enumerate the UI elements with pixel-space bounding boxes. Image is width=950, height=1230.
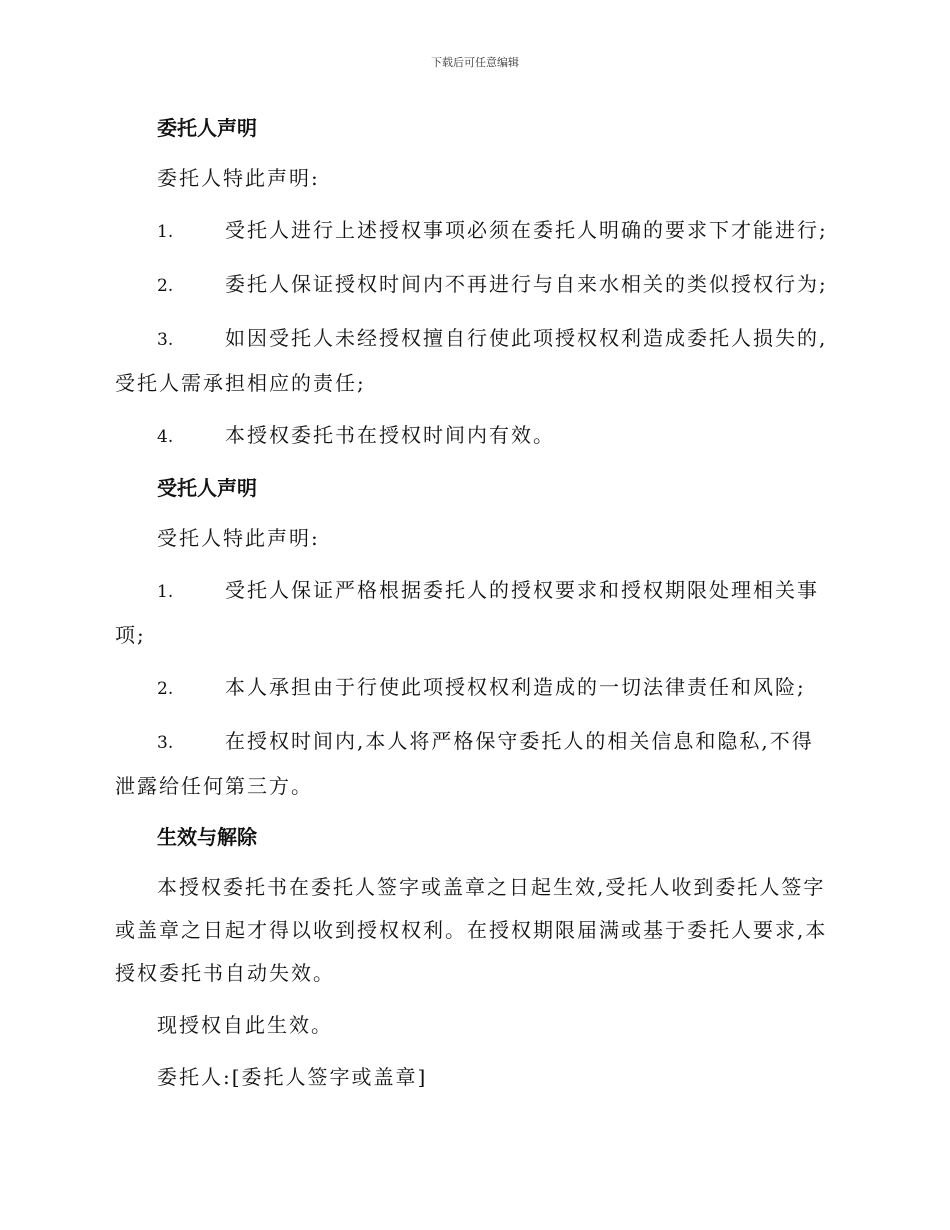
header-note: 下载后可任意编辑 (431, 56, 519, 69)
agent-item-1: 1. 受托人保证严格根据委托人的授权要求和授权期限处理相关事项; (115, 578, 819, 647)
agent-item-3: 3. 在授权时间内,本人将严格保守委托人的相关信息和隐私,不得泄露给任何第三方。 (115, 729, 814, 798)
effect-termination-heading: 生效与解除 (157, 825, 257, 849)
principal-item-3: 3. 如因受托人未经授权擅自行使此项授权权利造成委托人损失的,受托人需承担相应的责任; (115, 326, 828, 395)
agent-statement-intro: 受托人特此声明: (157, 526, 320, 550)
agent-statement-heading: 受托人声明 (157, 476, 257, 500)
principal-item-2: 2. 委托人保证授权时间内不再进行与自来水相关的类似授权行为; (157, 272, 828, 296)
agent-item-2: 2. 本人承担由于行使此项授权权利造成的一切法律责任和风险; (157, 675, 806, 699)
effect-paragraph: 本授权委托书在委托人签字或盖章之日起生效,受托人收到委托人签字或盖章之日起才得以收到授权权利。在授权期限届满或基于委托人要求,本授权委托书自动失效。 (115, 875, 828, 985)
effective-note: 现授权自此生效。 (157, 1013, 333, 1037)
principal-statement-heading: 委托人声明 (157, 116, 257, 140)
principal-signature-line: 委托人:[委托人签字或盖章] (157, 1065, 428, 1089)
principal-statement-intro: 委托人特此声明: (157, 166, 320, 190)
principal-item-4: 4. 本授权委托书在授权时间内有效。 (157, 423, 555, 447)
principal-item-1: 1. 受托人进行上述授权事项必须在委托人明确的要求下才能进行; (157, 218, 828, 242)
document-body (115, 108, 835, 1099)
